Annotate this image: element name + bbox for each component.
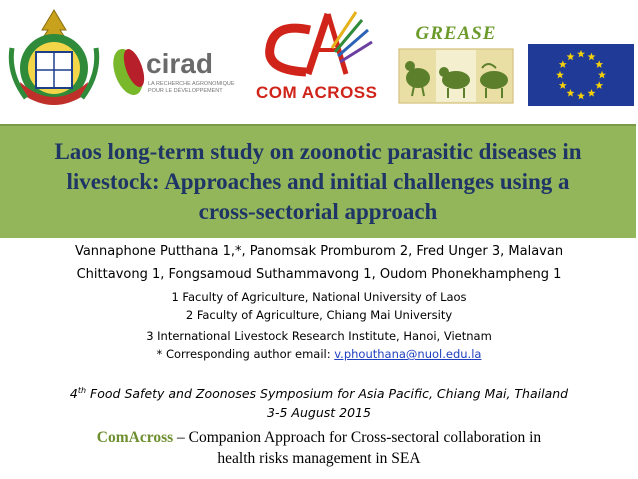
grease-logo [398,24,514,106]
title-line-1: Laos long-term study on zoonotic parasitic diseases in [54,139,582,164]
cirad-tagline-1: LA RECHERCHE AGRONOMIQUE [148,81,235,87]
authors-line-2: Chittavong 1, Fongsamoud Suthammavong 1, Oudom Phonekhampheng 1 [76,267,562,282]
grease-animals-icon [398,48,514,104]
symposium-number: 4 [69,386,78,402]
eu-flag-logo [528,44,634,106]
comacross-wordmark: COM ACROSS [256,83,378,102]
title-banner [0,124,636,238]
authors-line-1: Vannaphone Putthana 1,*, Panomsak Promburom 2, Fred Unger 3, Malavan [74,244,564,259]
comacross-emblem-icon [244,8,388,88]
grease-wordmark: GREASE [415,23,497,44]
symposium-name: Food Safety and Zoonoses Symposium for Asia Pacific, Chiang Mai, Thailand [86,386,569,402]
comacross-description: – Companion Approach for Cross-sectoral collaboration in [173,429,542,446]
comacross-note-line-1 [0,428,638,448]
affiliation-2: 2 Faculty of Agriculture, Chiang Mai University [185,308,453,322]
comacross-note-line-2: health risks management in SEA [217,450,421,467]
cirad-wordmark: cirad [146,48,213,79]
corresponding-label: * Corresponding author email: [156,347,335,361]
symposium-line-1 [0,381,638,404]
affiliation-3: 3 International Livestock Research Institute, Hanoi, Vietnam [146,329,492,343]
cirad-logo [110,40,235,100]
comacross-logo [244,8,388,106]
university-emblem-logo [6,8,102,110]
symposium-ordinal: th [77,386,87,395]
corresponding-author [0,345,638,363]
email-link[interactable]: v.phouthana@nuol.edu.la [334,347,482,361]
title-line-2: livestock: Approaches and initial challenges using a [66,169,570,194]
cirad-leaf-icon [110,42,148,98]
affiliation-1: 1 Faculty of Agriculture, National University of Laos [171,290,467,304]
comacross-name: ComAcross [96,429,174,446]
title-line-3: cross-sectorial approach [198,199,438,224]
cirad-tagline-2: POUR LE DÉVELOPPEMENT [148,88,223,94]
logo-bar [0,0,638,118]
symposium-dates: 3-5 August 2015 [267,405,371,420]
